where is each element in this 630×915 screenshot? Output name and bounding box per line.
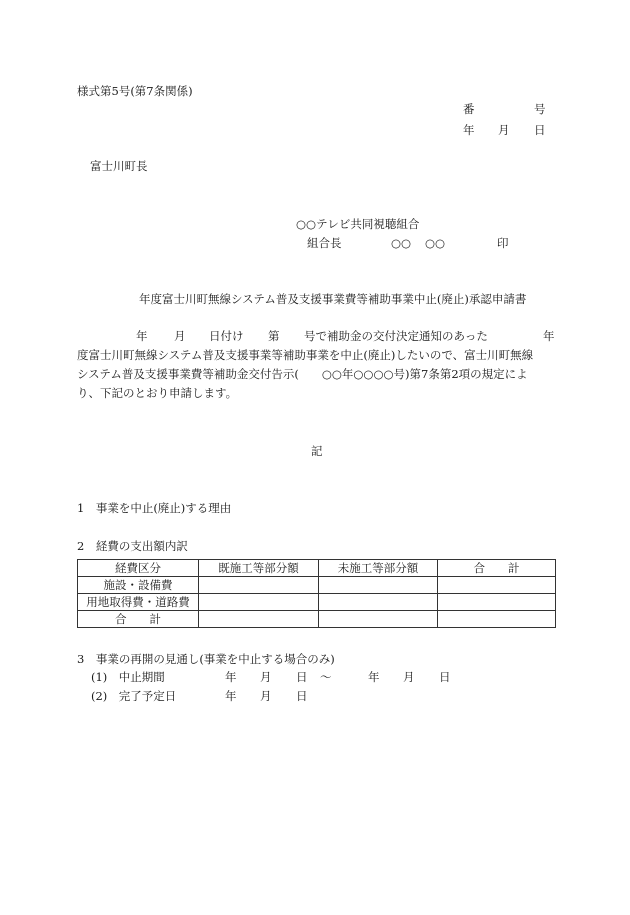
table-row [78, 577, 556, 594]
applicant-name-given: ○○ [425, 236, 446, 250]
section-2-heading: 2 経費の支出額内訳 [77, 539, 188, 553]
ki-heading: 記 [311, 444, 323, 458]
item-2-month: 月 [260, 689, 272, 703]
seal-mark: 印 [497, 236, 509, 250]
expense-table [77, 559, 556, 628]
body-year: 年 [136, 329, 148, 343]
item-2-day: 日 [296, 689, 308, 703]
table-cell [438, 577, 556, 594]
item-1-month1: 月 [260, 670, 272, 684]
item-1-year1: 年 [225, 670, 237, 684]
body-line1-rest: 号で補助金の交付決定通知のあった [304, 329, 488, 343]
table-row [78, 611, 556, 628]
number-suffix: 号 [534, 102, 546, 116]
addressee: 富士川町長 [90, 159, 148, 173]
applicant-organization: ○○テレビ共同視聴組合 [296, 217, 420, 231]
form-label: 様式第5号(第7条関係) [77, 84, 193, 98]
item-1-label: (1) 中止期間 [91, 670, 165, 684]
date-year: 年 [463, 123, 475, 137]
table-cell [199, 577, 319, 594]
table-cell [438, 594, 556, 611]
item-2-year: 年 [225, 689, 237, 703]
applicant-name-family: ○○ [391, 236, 412, 250]
date-day: 日 [534, 123, 546, 137]
body-line2: 度富士川町無線システム普及支援事業等補助事業を中止(廃止)したいので、富士川町無線 [77, 348, 534, 362]
item-1-day2: 日 [439, 670, 451, 684]
table-cell [319, 577, 438, 594]
body-dai: 第 [268, 329, 280, 343]
header-completed-amount: 既施工等部分額 [199, 560, 319, 577]
date-month: 月 [498, 123, 510, 137]
header-total: 合 計 [438, 560, 556, 577]
table-header-row [78, 560, 556, 577]
body-line1-end: 年 [543, 329, 555, 343]
item-2-label: (2) 完了予定日 [91, 689, 177, 703]
item-1-month2: 月 [403, 670, 415, 684]
table-cell [319, 611, 438, 628]
body-day: 日付け [209, 329, 244, 343]
section-3-heading: 3 事業の再開の見通し(事業を中止する場合のみ) [77, 652, 335, 666]
section-1-heading: 1 事業を中止(廃止)する理由 [77, 501, 232, 515]
body-month: 月 [174, 329, 186, 343]
item-1-day1: 日 [296, 670, 308, 684]
header-expense-category: 経費区分 [78, 560, 199, 577]
applicant-title: 組合長 [307, 236, 342, 250]
table-cell [199, 594, 319, 611]
row-land-road-cost: 用地取得費・道路費 [78, 594, 199, 611]
body-line4: り、下記のとおり申請します。 [77, 386, 238, 400]
table-row [78, 594, 556, 611]
table-cell [199, 611, 319, 628]
item-1-tilde: ～ [320, 670, 332, 684]
body-line3: システム普及支援事業費等補助金交付告示( ○○年○○○○号)第7条第2項の規定によ [77, 367, 528, 381]
header-uncompleted-amount: 未施工等部分額 [319, 560, 438, 577]
document-title: 年度富士川町無線システム普及支援事業費等補助事業中止(廃止)承認申請書 [139, 292, 527, 306]
row-facility-cost: 施設・設備費 [78, 577, 199, 594]
table-cell [319, 594, 438, 611]
table-cell [438, 611, 556, 628]
row-total: 合 計 [78, 611, 199, 628]
item-1-year2: 年 [368, 670, 380, 684]
number-label: 番 [463, 102, 475, 116]
